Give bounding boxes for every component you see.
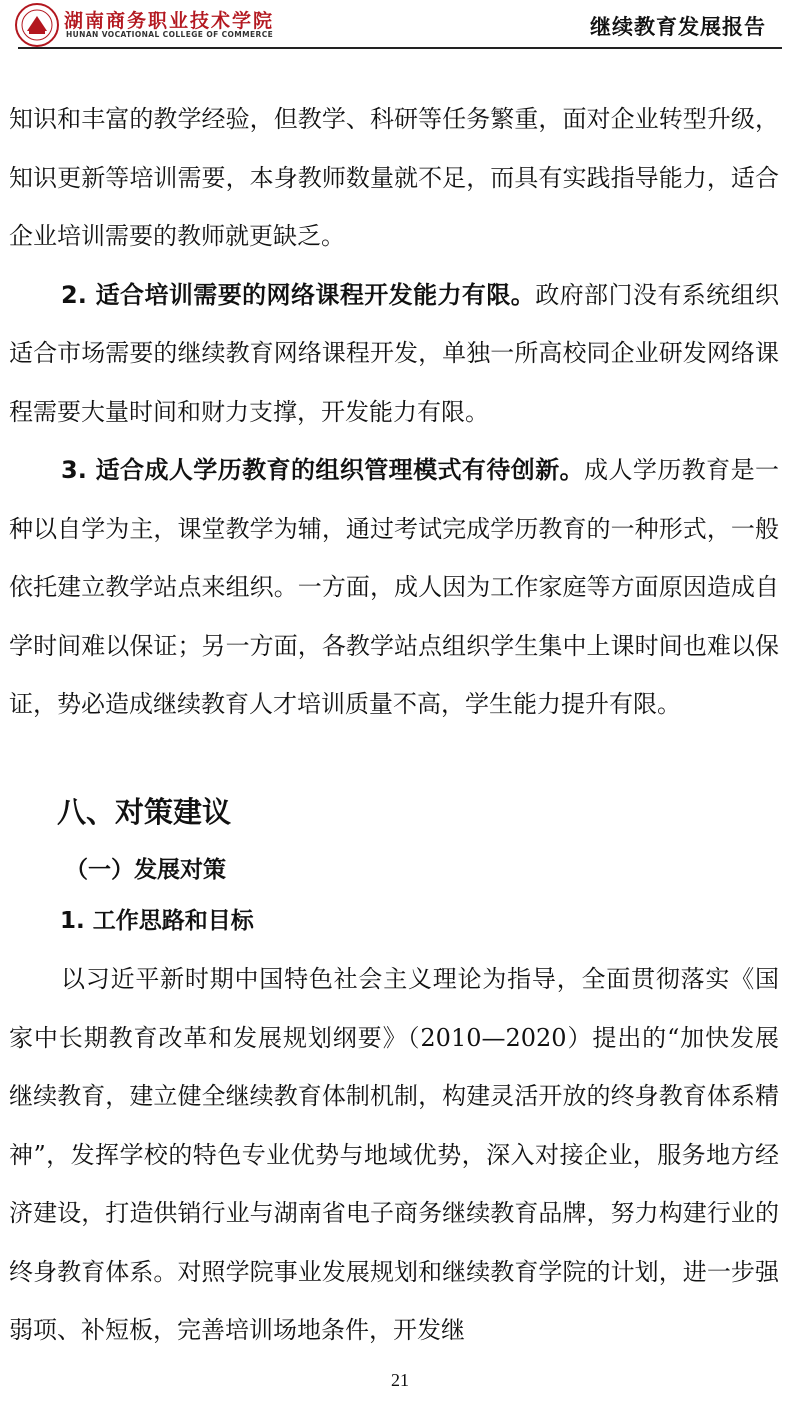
school-name: 湖南商务职业技术学院 bbox=[64, 10, 275, 32]
page-header bbox=[0, 0, 800, 50]
body-text-upper bbox=[9, 90, 779, 734]
paragraph-item-3 bbox=[9, 441, 779, 734]
paragraph-work-ideas: 以习近平新时期中国特色社会主义理论为指导，全面贯彻落实《国家中长期教育改革和发展规划纲要》（2010—2020）提出的“加快发展继续教育，建立健全继续教育体制机制，构建灵活开放的终身教育体系精神”，发挥学校的特色专业优势与地域优势，深入对接企业，服务地方经济建设，打造供销行业与湖南省电子商务继续教育品牌，努力构建行业的终身教育体系。对照学院事业发展规划和继续教育学院的计划，进一步强弱项、补短板，完善培训场地条件，开发继 bbox=[9, 965, 779, 1344]
section-heading: 八、对策建议 bbox=[57, 795, 232, 829]
school-name-english: HUNAN VOCATIONAL COLLEGE OF COMMERCE bbox=[66, 30, 274, 39]
body-text-lower bbox=[9, 950, 779, 1360]
page-number: 21 bbox=[391, 1370, 409, 1390]
item-2-text: 政府部门没有系统组织适合市场需要的继续教育网络课程开发，单独一所高校同企业研发网络课程需要大量时间和财力支撑，开发能力有限。 bbox=[9, 280, 780, 426]
header-divider bbox=[18, 47, 782, 49]
item-3-text: 成人学历教育是一种以自学为主，课堂教学为辅，通过考试完成学历教育的一种形式，一般依托建立教学站点来组织。一方面，成人因为工作家庭等方面原因造成自学时间难以保证；另一方面，各教学站点组织学生集中上课时间也难以保证，势必造成继续教育人才培训质量不高，学生能力提升有限。 bbox=[9, 456, 780, 718]
report-title: 继续教育发展报告 bbox=[590, 15, 766, 39]
paragraph-item-2 bbox=[9, 266, 779, 442]
subsection-heading: （一）发展对策 bbox=[65, 857, 226, 883]
item-3-lead: 3. 适合成人学历教育的组织管理模式有待创新。 bbox=[61, 456, 585, 484]
item-heading: 1. 工作思路和目标 bbox=[60, 908, 254, 934]
item-2-lead: 2. 适合培训需要的网络课程开发能力有限。 bbox=[61, 280, 536, 309]
college-logo-icon bbox=[14, 2, 60, 48]
paragraph-continuation: 知识和丰富的教学经验，但教学、科研等任务繁重，面对企业转型升级，知识更新等培训需要，本身教师数量就不足，而具有实践指导能力，适合企业培训需要的教师就更缺乏。 bbox=[9, 105, 779, 250]
